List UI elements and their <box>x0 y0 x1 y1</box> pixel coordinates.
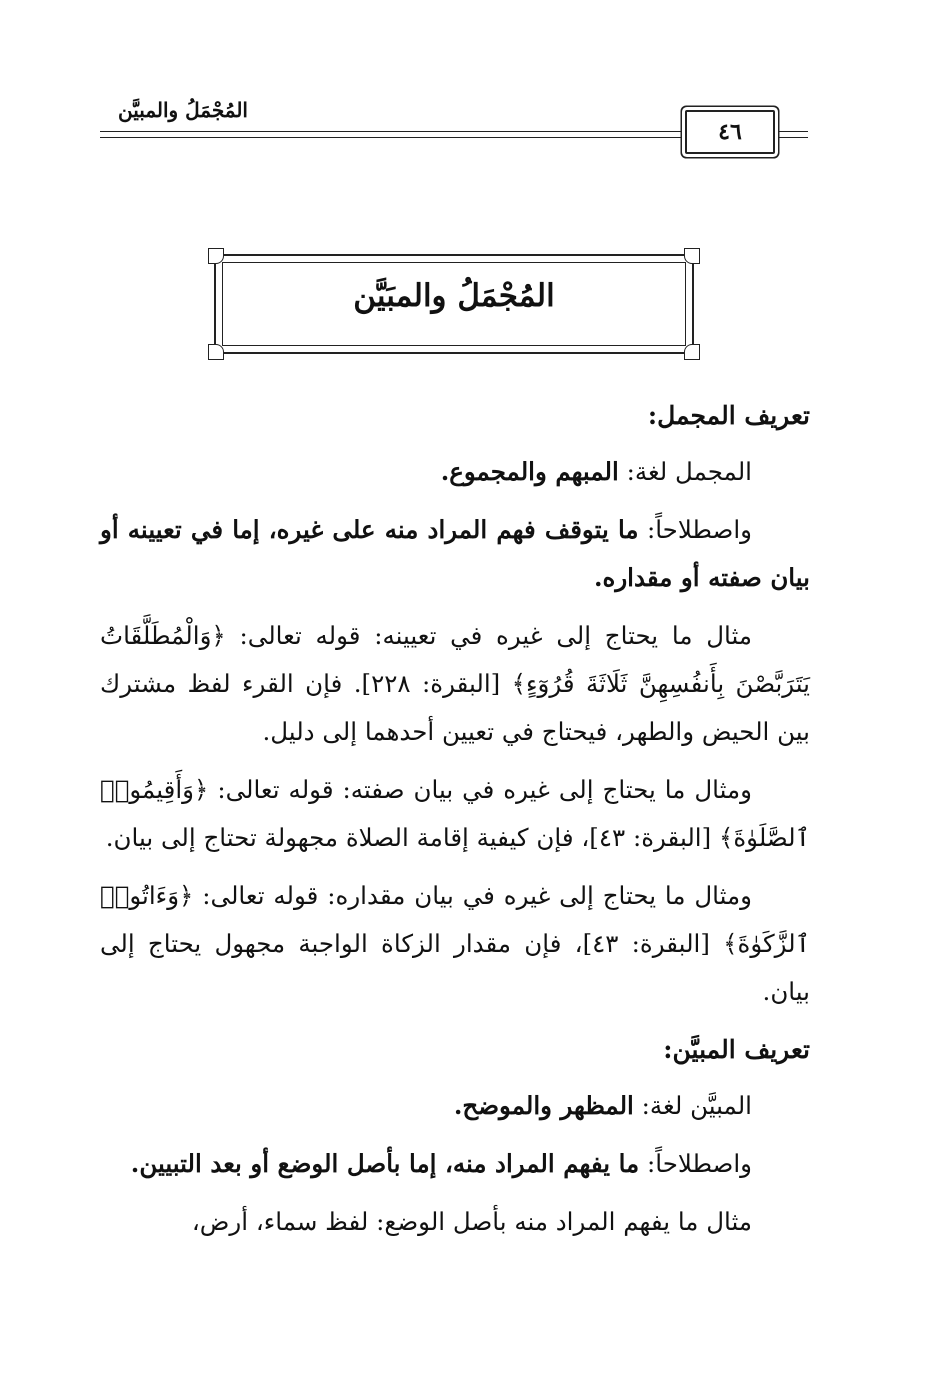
example-specification-paragraph <box>100 612 810 756</box>
example-specification-explanation: فإن القرء لفظ مشترك بين الحيض والطهر، فيحتاج في تعيين أحدهما إلى دليل. <box>100 669 810 746</box>
mubayyan-technical-paragraph <box>100 1140 810 1188</box>
frame-corner-ornament <box>208 248 224 264</box>
mujmal-technical-meaning: ما يتوقف فهم المراد منه على غيره، إما في تعيينه أو بيان صفته أو مقداره. <box>100 515 810 592</box>
mujmal-technical-prefix: واصطلاحاً: <box>646 515 752 544</box>
verse-reference: [البقرة: ٤٣]، <box>581 823 712 852</box>
mujmal-definition-heading: تعريف المجمل: <box>647 401 810 430</box>
body-text <box>100 392 810 1256</box>
quran-verse-zakah: ﴿وَءَاتُوا۟ ٱلزَّكَوٰةَ﴾ <box>100 881 811 958</box>
example-original-meaning-paragraph: مثال ما يفهم المراد منه بأصل الوضع: لفظ سماء، أرض، <box>191 1207 752 1236</box>
frame-corner-ornament <box>684 248 700 264</box>
mubayyan-linguistic-meaning: المظهر والموضح. <box>453 1091 634 1120</box>
example-description-paragraph <box>100 766 810 862</box>
mujmal-linguistic-prefix: المجمل لغة: <box>626 457 752 486</box>
verse-reference: [البقرة: ٤٣]، <box>574 929 710 958</box>
mujmal-linguistic-meaning: المبهم والمجموع. <box>440 457 619 486</box>
mubayyan-technical-meaning: ما يفهم المراد منه، إما بأصل الوضع أو بعد التبيين. <box>130 1149 640 1178</box>
frame-corner-ornament <box>208 344 224 360</box>
example-description-explanation: فإن كيفية إقامة الصلاة مجهولة تحتاج إلى بيان. <box>105 823 574 852</box>
frame-corner-ornament <box>684 344 700 360</box>
mubayyan-definition-heading: تعريف المبيَّن: <box>663 1035 810 1064</box>
mujmal-linguistic-paragraph <box>100 448 810 496</box>
example-specification-intro: مثال ما يحتاج إلى غيره في تعيينه: قوله تعالى: <box>239 621 752 650</box>
example-amount-intro: ومثال ما يحتاج إلى غيره في بيان مقداره: قوله تعالى: <box>202 881 752 910</box>
mubayyan-technical-prefix: واصطلاحاً: <box>646 1149 752 1178</box>
quran-verse-salah: ﴿وَأَقِيمُوا۟ ٱلصَّلَوٰةَ﴾ <box>100 775 810 852</box>
chapter-title: المُجْمَلُ والمبَيَّن <box>353 278 555 314</box>
page-number: ٤٦ <box>685 110 775 154</box>
example-description-intro: ومثال ما يحتاج إلى غيره في بيان صفته: قوله تعالى: <box>217 775 752 804</box>
mubayyan-linguistic-prefix: المبيَّن لغة: <box>641 1091 752 1120</box>
example-amount-paragraph <box>100 872 810 1016</box>
quran-verse-mutallaqat: ﴿وَالْمُطَلَّقَاتُ يَتَرَبَّصْنَ بِأَنفُسِهِنَّ ثَلَاثَةَ قُرُوٓءٍ﴾ <box>100 621 810 698</box>
verse-reference: [البقرة: ٢٢٨]. <box>353 669 501 698</box>
mubayyan-linguistic-paragraph <box>100 1082 810 1130</box>
running-title: المُجْمَلُ والمبيَّن <box>118 98 248 122</box>
example-amount-explanation: فإن مقدار الزكاة الواجبة مجهول يحتاج إلى بيان. <box>100 929 810 1006</box>
mujmal-technical-paragraph <box>100 506 810 602</box>
chapter-title-frame <box>214 254 694 354</box>
